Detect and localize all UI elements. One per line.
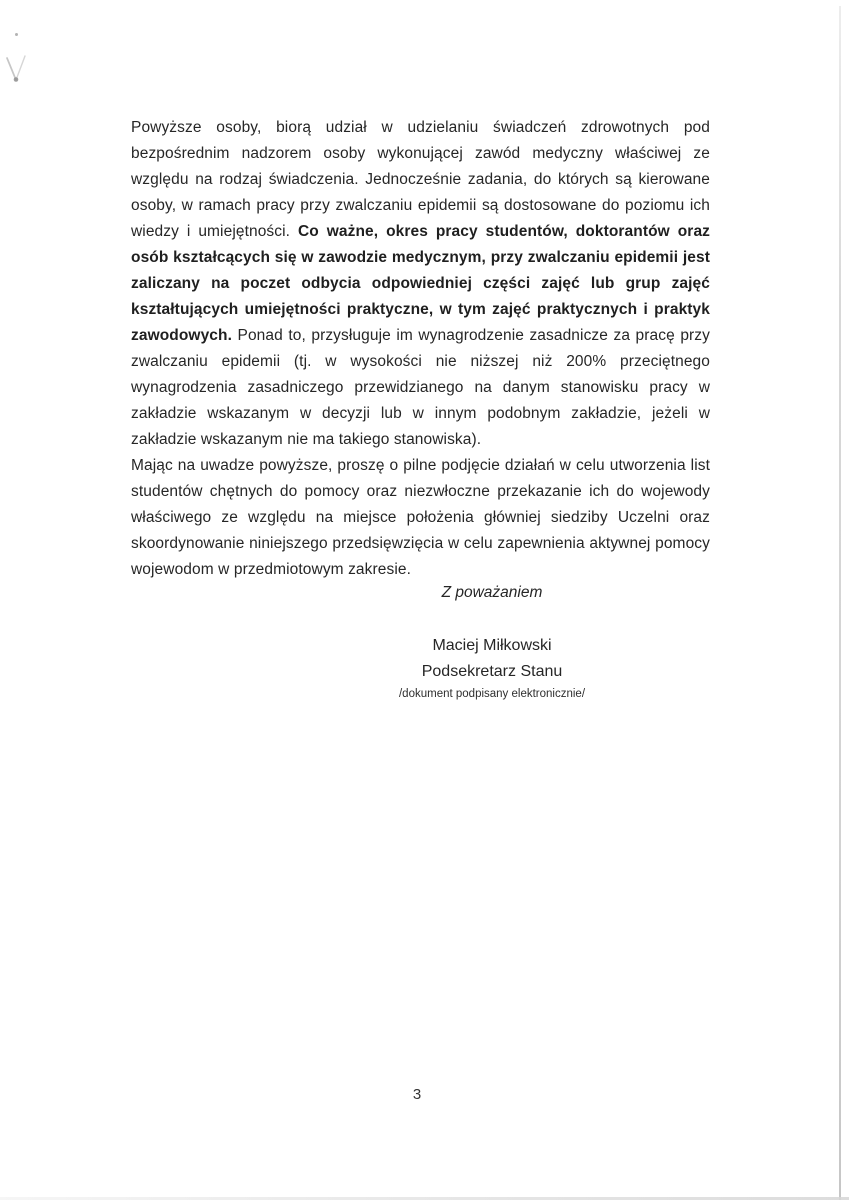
signer-title: Podsekretarz Stanu bbox=[421, 663, 563, 680]
letter-body bbox=[131, 115, 710, 583]
paragraph-bold-text: Co ważne, okres pracy studentów, doktorantów oraz osób kształcących się w zawodzie medycznym, przy zwalczaniu epidemii jest zaliczany na poczet odbycia odpowiedniej części zajęć lub grup zajęć kształtujących umiejętności praktyczne, w tym zajęć praktycznych i praktyk zawodowych. bbox=[131, 223, 711, 344]
check-mark-icon bbox=[4, 55, 28, 85]
scan-edge-right-artifact bbox=[839, 6, 841, 1200]
paragraph-text: Powyższe osoby, biorą udział w udzielaniu świadczeń zdrowotnych pod bezpośrednim nadzorem osoby wykonującej zawód medyczny właściwej ze względu na rodzaj świadczenia. Jednocześnie zadania, do których są kierowane osoby, w ramach pracy przy zwalczaniu epidemii są dostosowane do poziomu ich wiedzy i umiejętności. bbox=[131, 119, 710, 240]
paragraph bbox=[131, 115, 710, 453]
page-number: 3 bbox=[412, 1086, 422, 1103]
paragraph-text: Ponad to, przysługuje im wynagrodzenie zasadnicze za pracę przy zwalczaniu epidemii (tj. w wysokości nie niższej niż 200% przeciętnego wynagrodzenia zasadniczego przewidzianego na danym stanowisku pracy w zakładzie wskazanym w decyzji lub w innym podobnym zakładzie, jeżeli w zakładzie wskazanym nie ma takiego stanowiska). bbox=[131, 327, 710, 448]
scan-dot-artifact bbox=[15, 33, 18, 36]
closing-block bbox=[342, 580, 642, 704]
signer-name: Maciej Miłkowski bbox=[432, 637, 552, 654]
paragraph: Mając na uwadze powyższe, proszę o pilne podjęcie działań w celu utworzenia list studentów chętnych do pomocy oraz niezwłoczne przekazanie ich do wojewody właściwego ze względu na miejsce położenia główniej siedziby Uczelni oraz skoordynowanie niniejszego przedsięwzięcia w celu zapewnienia aktywnej pomocy wojewodom w przedmiotowym zakresie. bbox=[131, 457, 710, 578]
electronic-signature-note: /dokument podpisany elektronicznie/ bbox=[398, 688, 586, 700]
valediction: Z poważaniem bbox=[441, 584, 543, 601]
